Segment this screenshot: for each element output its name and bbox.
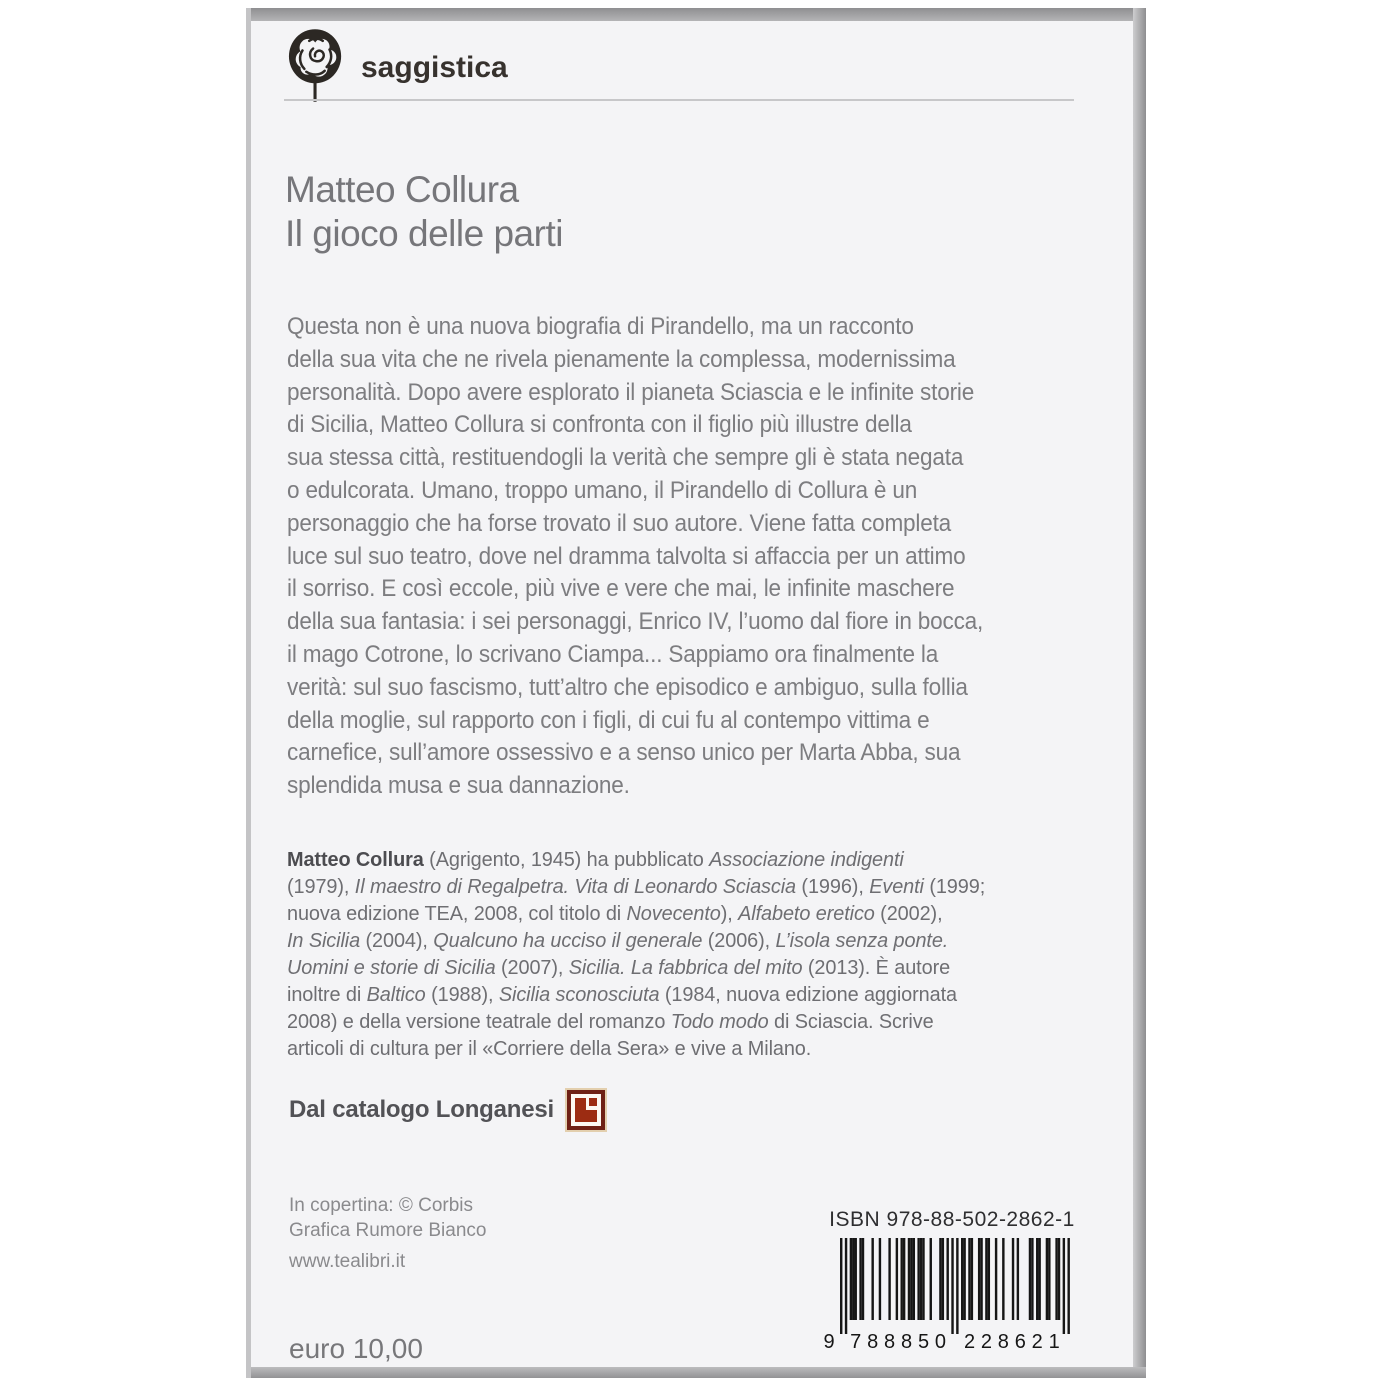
description-line: il mago Cotrone, lo scrivano Ciampa... Sappiamo ora finalmente la (287, 640, 939, 668)
description-line: il sorriso. E così eccole, più vive e vere che mai, le infinite maschere (287, 575, 955, 603)
tea-rose-logo-icon (287, 26, 345, 109)
longanesi-logo-icon (567, 1090, 605, 1130)
credits-block (289, 1193, 486, 1243)
description-line: della sua fantasia: i sei personaggi, Enrico IV, l’uomo dal fiore in bocca, (287, 608, 984, 636)
author-bio-paragraph (287, 846, 985, 1062)
svg-text:8: 8 (900, 1331, 913, 1352)
description-line: luce sul suo teatro, dove nel dramma talvolta si affaccia per un attimo (287, 542, 966, 570)
book-cover (246, 8, 1146, 1378)
svg-text:8: 8 (997, 1331, 1009, 1352)
title-block (285, 168, 563, 256)
description-line: personaggio che ha forse trovato il suo autore. Viene fatta completa (287, 509, 952, 537)
svg-text:8: 8 (867, 1331, 879, 1352)
description-line: sua stessa città, restituendogli la verità che sempre gli è stata negata (287, 444, 964, 472)
svg-text:1: 1 (1048, 1331, 1060, 1352)
description-line: splendida musa e sua dannazione. (287, 772, 630, 800)
svg-text:2: 2 (963, 1331, 976, 1352)
description-line: Questa non è una nuova biografia di Pirandello, ma un racconto (287, 313, 914, 340)
svg-text:8: 8 (884, 1331, 896, 1352)
book-title: Il gioco delle parti (285, 213, 563, 254)
author-name: Matteo Collura (285, 169, 519, 210)
catalog-row (289, 1090, 605, 1130)
svg-text:9: 9 (823, 1331, 835, 1352)
svg-text:7: 7 (850, 1331, 862, 1352)
catalog-label: Dal catalogo Longanesi (289, 1096, 554, 1123)
isbn-block (822, 1208, 1082, 1357)
book-edge-top (246, 8, 1146, 21)
description-line: personalità. Dopo avere esplorato il pianeta Sciascia e le infinite storie (287, 378, 975, 406)
bio-line: Uomini e storie di Sicilia (2007), Sicilia. La fabbrica del mito (2013). È autore (287, 956, 951, 979)
bio-line: inoltre di Baltico (1988), Sicilia sconosciuta (1984, nuova edizione aggiornata (287, 983, 957, 1006)
ean13-barcode (822, 1234, 1082, 1357)
bio-line: 2008) e della versione teatrale del romanzo Todo modo di Sciascia. Scrive (287, 1010, 934, 1033)
svg-text:2: 2 (980, 1331, 992, 1352)
description-line: di Sicilia, Matteo Collura si confronta con il figlio più illustre della (287, 411, 912, 439)
description-line: verità: sul suo fascismo, tutt’altro che episodico e ambiguo, sulla follia (287, 673, 968, 701)
svg-text:6: 6 (1014, 1331, 1026, 1352)
bio-line: Matteo Collura (Agrigento, 1945) ha pubblicato Associazione indigenti (287, 848, 904, 871)
bio-line: (1979), Il maestro di Regalpetra. Vita di Leonardo Sciascia (1996), Eventi (1999; (287, 875, 986, 898)
bio-line: articoli di cultura per il «Corriere della Sera» e vive a Milano. (287, 1037, 812, 1060)
description-line: della sua vita che ne rivela pienamente la complessa, modernissima (287, 345, 956, 373)
cover-credit: In copertina: © Corbis (289, 1195, 474, 1216)
description-line: della moglie, sul rapporto con i figli, di cui fu al contempo vittima e (287, 706, 930, 734)
svg-text:0: 0 (934, 1331, 946, 1352)
book-edge-right (1133, 8, 1146, 1378)
design-credit: Grafica Rumore Bianco (289, 1220, 487, 1241)
price-label: euro 10,00 (289, 1333, 423, 1364)
svg-text:2: 2 (1031, 1331, 1043, 1352)
description-line: carnefice, sull’amore ossessivo e a senso unico per Marta Abba, sua (287, 739, 961, 767)
svg-text:5: 5 (917, 1331, 930, 1352)
bio-line: nuova edizione TEA, 2008, col titolo di Novecento), Alfabeto eretico (2002), (287, 902, 943, 925)
imprint-header (287, 26, 508, 109)
book-edge-bottom (246, 1367, 1146, 1378)
description-line: o edulcorata. Umano, troppo umano, il Pirandello di Collura è un (287, 476, 918, 504)
description-paragraph (287, 311, 983, 803)
isbn-label: ISBN 978-88-502-2862-1 (829, 1208, 1075, 1231)
book-edge-left (246, 8, 251, 1378)
bio-line: In Sicilia (2004), Qualcuno ha ucciso il generale (2006), L’isola senza ponte. (287, 929, 949, 952)
publisher-website: www.tealibri.it (289, 1251, 406, 1272)
header-divider (284, 99, 1074, 101)
imprint-label: saggistica (361, 50, 508, 84)
